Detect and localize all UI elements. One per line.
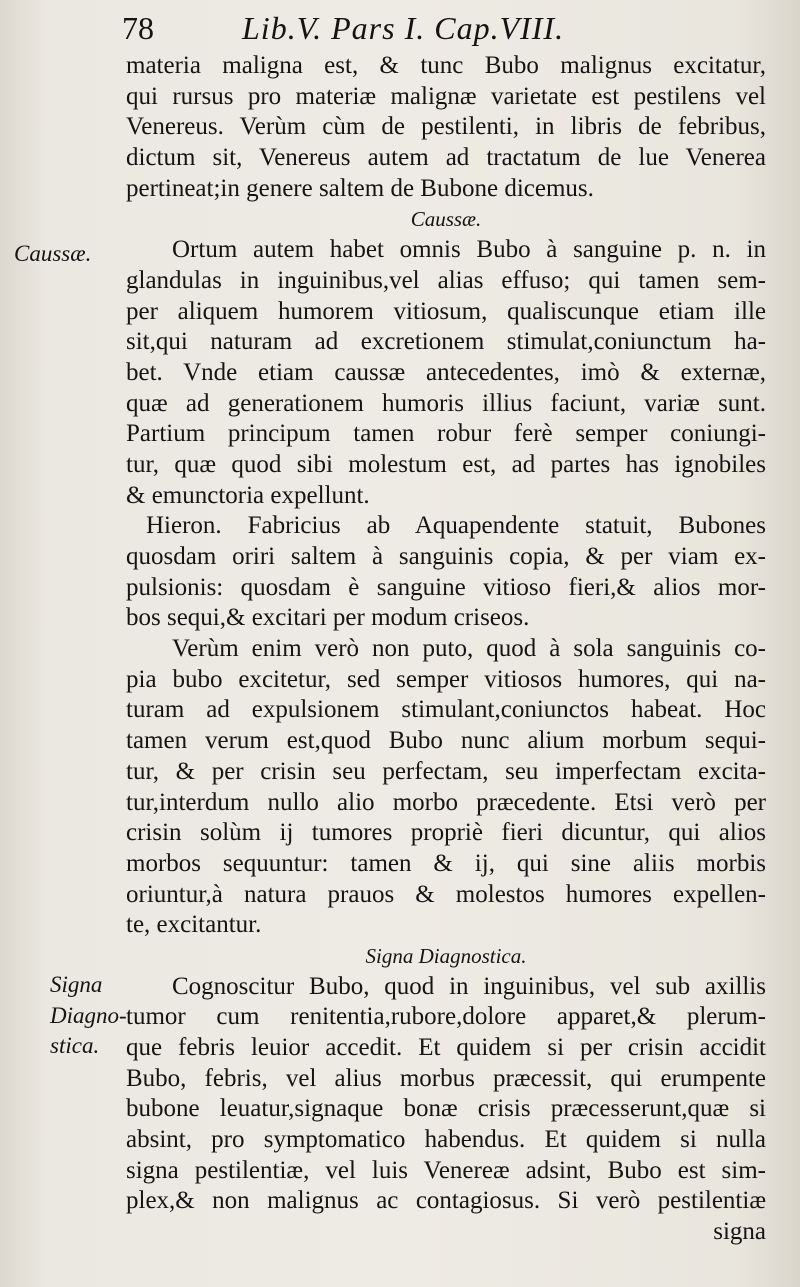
margin-note-signa-diagnostica xyxy=(50,970,130,1062)
text-line: bet. Vnde etiam caussæ antecedentes, imò & externæ, xyxy=(126,358,766,386)
margin-note-line: stica. xyxy=(50,1033,100,1059)
text-line: Hieron. Fabricius ab Aquapendente statuit, Bubones xyxy=(146,512,766,540)
text-line: sit,qui naturam ad excretionem stimulat,coniunctum ha- xyxy=(126,328,766,356)
margin-note-line: Signa xyxy=(50,972,103,997)
text-line: pertineat;in genere saltem de Bubone dicemus. xyxy=(126,174,594,202)
text-line: quæ ad generationem humoris illius faciunt, variæ sunt. xyxy=(126,389,766,417)
text-line: Ortum autem habet omnis Bubo à sanguine p. n. in xyxy=(172,236,766,264)
text-line: dictum sit, Venereus autem ad tractatum de lue Venerea xyxy=(126,144,766,172)
text-line: qui rursus pro materiæ malignæ varietate est pestilens vel xyxy=(126,82,766,110)
text-line: Venereus. Verùm cùm de pestilenti, in libris de febribus, xyxy=(126,113,766,141)
text-line: morbos sequuntur: tamen & ij, qui sine aliis morbis xyxy=(126,849,766,877)
text-line: turam ad expulsionem stimulant,coniunctos habeat. Hoc xyxy=(126,696,766,724)
text-line: Verùm enim verò non puto, quod à sola sanguinis co- xyxy=(172,635,766,663)
text-line: absint, pro symptomatico habendus. Et quidem si nulla xyxy=(126,1126,766,1154)
text-line: tamen verum est,quod Bubo nunc alium morbum sequi- xyxy=(126,727,766,755)
text-line: materia maligna est, & tunc Bubo malignus excitatur, xyxy=(126,52,766,79)
text-line: plex,& non malignus ac contagiosus. Si verò pestilentiæ xyxy=(126,1187,766,1215)
section-heading-causae: Caussæ. xyxy=(410,207,482,232)
text-line: tur,interdum nullo alio morbo præcedente. Etsi verò per xyxy=(126,788,766,816)
margin-note-causae: Caussæ. xyxy=(14,241,92,266)
text-line: pulsionis: quosdam è sanguine vitioso fieri,& alios mor- xyxy=(126,573,766,601)
text-line: & emunctoria expellunt. xyxy=(126,481,370,509)
text-line: per aliquem humorem vitiosum, qualiscunque etiam ille xyxy=(126,297,766,325)
page-header xyxy=(122,8,782,48)
text-line: tur, quæ quod sibi molestum est, ad partes has ignobiles xyxy=(126,450,766,478)
text-line: Cognoscitur Bubo, quod in inguinibus, vel sub axillis xyxy=(172,972,766,1000)
text-line: te, excitantur. xyxy=(126,911,262,939)
text-line: tur, & per crisin seu perfectam, seu imperfectam excita- xyxy=(126,757,766,785)
text-line: bubone leuatur,signaque bonæ crisis præcesserunt,quæ si xyxy=(126,1095,766,1123)
text-line: que febris leuior accedit. Et quidem si per crisin accidit xyxy=(126,1034,766,1061)
text-line: glandulas in inguinibus,vel alias effuso; qui tamen sem- xyxy=(126,266,766,294)
running-head: Lib.V. Pars I. Cap.VIII. xyxy=(242,10,565,46)
body-text xyxy=(126,51,766,1248)
text-line: Bubo, febris, vel alius morbus præcessit, qui erumpente xyxy=(126,1064,766,1092)
page-number: 78 xyxy=(122,10,154,46)
text-line: Partium principum tamen robur ferè semper coniungi- xyxy=(126,420,766,448)
text-line: tumor cum renitentia,rubore,dolore apparet,& plerum- xyxy=(126,1003,766,1031)
text-line: signa pestilentiæ, vel luis Venereæ adsint, Bubo est sim- xyxy=(126,1156,766,1184)
catchword: signa xyxy=(713,1218,766,1246)
text-line: crisin solùm ij tumores propriè fieri dicuntur, qui alios xyxy=(126,819,766,847)
margin-note-line: Diagno- xyxy=(50,1002,127,1028)
text-line: bos sequi,& excitari per modum criseos. xyxy=(126,604,530,632)
section-heading-signa-diagnostica: Signa Diagnostica. xyxy=(365,943,527,968)
text-line: oriuntur,à natura prauos & molestos humores expellen- xyxy=(126,880,766,908)
text-line: pia bubo excitetur, sed semper vitiosos humores, qui na- xyxy=(126,665,766,693)
text-line: quosdam oriri saltem à sanguinis copia, & per viam ex- xyxy=(126,543,766,570)
